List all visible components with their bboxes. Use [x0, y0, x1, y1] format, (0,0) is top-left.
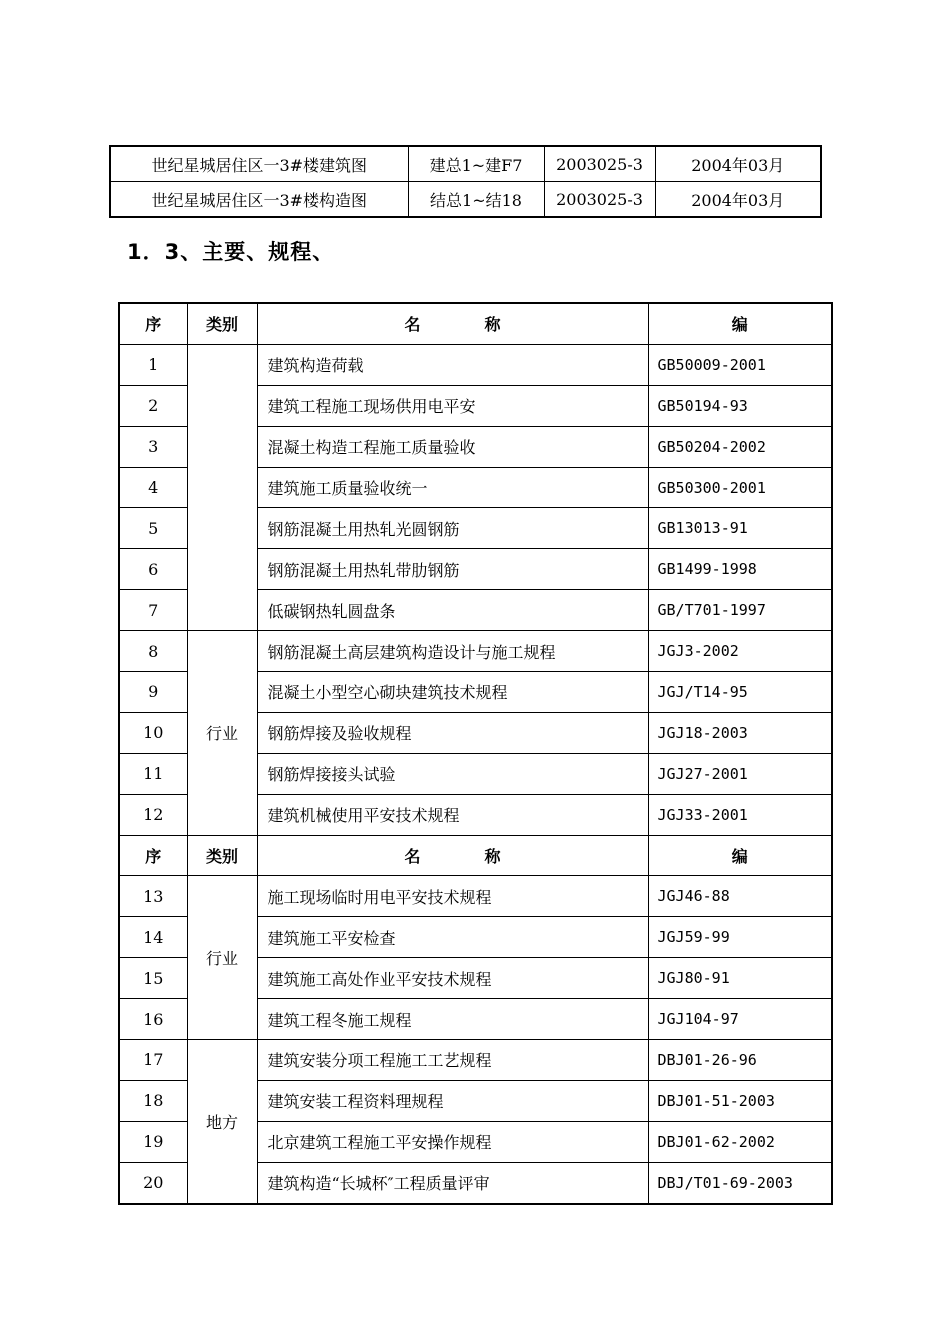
row-name: 混凝土构造工程施工质量验收 — [257, 426, 648, 467]
row-name: 北京建筑工程施工平安操作规程 — [257, 1121, 648, 1162]
row-category: 地方 — [187, 1040, 257, 1204]
header-category: 类别 — [187, 303, 257, 344]
row-seq: 20 — [119, 1162, 187, 1203]
row-category: 行业 — [187, 631, 257, 835]
drawing-date: 2004年03月 — [655, 146, 821, 182]
row-code: JGJ/T14-95 — [648, 672, 832, 713]
row-seq: 7 — [119, 590, 187, 631]
row-name: 建筑安装分项工程施工工艺规程 — [257, 1040, 648, 1081]
row-seq: 18 — [119, 1080, 187, 1121]
row-code: DBJ01-62-2002 — [648, 1121, 832, 1162]
header-category: 类别 — [187, 835, 257, 876]
row-name: 建筑施工平安检查 — [257, 917, 648, 958]
header-code: 编 — [648, 303, 832, 344]
row-code: JGJ59-99 — [648, 917, 832, 958]
row-name: 建筑构造荷载 — [257, 344, 648, 385]
row-name: 建筑施工高处作业平安技术规程 — [257, 958, 648, 999]
drawing-range: 建总1~建F7 — [408, 146, 544, 182]
table-row — [119, 631, 832, 672]
row-code: GB50300-2001 — [648, 467, 832, 508]
row-name: 建筑安装工程资料理规程 — [257, 1080, 648, 1121]
row-name: 钢筋混凝土高层建筑构造设计与施工规程 — [257, 631, 648, 672]
table-row — [110, 146, 821, 182]
standards-table — [118, 302, 833, 1205]
table-header-row — [119, 835, 832, 876]
row-seq: 10 — [119, 712, 187, 753]
header-name-first: 名 — [404, 847, 421, 867]
header-seq: 序 — [119, 303, 187, 344]
row-seq: 12 — [119, 794, 187, 835]
table-row — [110, 182, 821, 218]
header-name — [257, 303, 648, 344]
row-code: JGJ46-88 — [648, 876, 832, 917]
row-name: 钢筋焊接接头试验 — [257, 753, 648, 794]
row-category — [187, 344, 257, 630]
drawing-date: 2004年03月 — [655, 182, 821, 218]
drawing-number: 2003025-3 — [544, 182, 655, 218]
row-name: 钢筋混凝土用热轧光圆钢筋 — [257, 508, 648, 549]
row-code: GB13013-91 — [648, 508, 832, 549]
row-code: JGJ3-2002 — [648, 631, 832, 672]
row-seq: 17 — [119, 1040, 187, 1081]
row-code: GB50194-93 — [648, 385, 832, 426]
drawing-name: 世纪星城居住区一3#楼构造图 — [110, 182, 408, 218]
row-code: GB50009-2001 — [648, 344, 832, 385]
row-name: 钢筋焊接及验收规程 — [257, 712, 648, 753]
header-name-second: 称 — [484, 315, 501, 335]
table-row — [119, 344, 832, 385]
row-code: GB/T701-1997 — [648, 590, 832, 631]
row-name: 建筑机械使用平安技术规程 — [257, 794, 648, 835]
row-name: 建筑施工质量验收统一 — [257, 467, 648, 508]
drawing-name: 世纪星城居住区一3#楼建筑图 — [110, 146, 408, 182]
row-seq: 11 — [119, 753, 187, 794]
row-code: GB1499-1998 — [648, 549, 832, 590]
row-name: 混凝土小型空心砌块建筑技术规程 — [257, 672, 648, 713]
row-code: DBJ01-26-96 — [648, 1040, 832, 1081]
row-code: GB50204-2002 — [648, 426, 832, 467]
row-seq: 4 — [119, 467, 187, 508]
row-seq: 19 — [119, 1121, 187, 1162]
row-seq: 14 — [119, 917, 187, 958]
row-seq: 13 — [119, 876, 187, 917]
row-name: 钢筋混凝土用热轧带肋钢筋 — [257, 549, 648, 590]
row-name: 施工现场临时用电平安技术规程 — [257, 876, 648, 917]
header-name-first: 名 — [404, 315, 421, 335]
row-code: JGJ104-97 — [648, 999, 832, 1040]
row-seq: 6 — [119, 549, 187, 590]
drawing-range: 结总1~结18 — [408, 182, 544, 218]
drawing-number: 2003025-3 — [544, 146, 655, 182]
row-seq: 9 — [119, 672, 187, 713]
table-header-row — [119, 303, 832, 344]
row-seq: 8 — [119, 631, 187, 672]
row-category: 行业 — [187, 876, 257, 1040]
header-code: 编 — [648, 835, 832, 876]
row-code: DBJ/T01-69-2003 — [648, 1162, 832, 1203]
row-seq: 5 — [119, 508, 187, 549]
section-heading: 1．3、主要、规程、 — [127, 240, 335, 264]
row-seq: 2 — [119, 385, 187, 426]
row-code: DBJ01-51-2003 — [648, 1080, 832, 1121]
table-row — [119, 876, 832, 917]
header-name-second: 称 — [484, 847, 501, 867]
header-seq: 序 — [119, 835, 187, 876]
row-code: JGJ27-2001 — [648, 753, 832, 794]
row-name: 低碳钢热轧圆盘条 — [257, 590, 648, 631]
row-seq: 3 — [119, 426, 187, 467]
row-code: JGJ33-2001 — [648, 794, 832, 835]
row-name: 建筑工程冬施工规程 — [257, 999, 648, 1040]
row-seq: 16 — [119, 999, 187, 1040]
row-name: 建筑构造“长城杯″工程质量评审 — [257, 1162, 648, 1203]
row-code: JGJ18-2003 — [648, 712, 832, 753]
row-name: 建筑工程施工现场供用电平安 — [257, 385, 648, 426]
table-row — [119, 1040, 832, 1081]
row-seq: 15 — [119, 958, 187, 999]
header-name — [257, 835, 648, 876]
row-code: JGJ80-91 — [648, 958, 832, 999]
row-seq: 1 — [119, 344, 187, 385]
drawing-list-table — [109, 145, 822, 218]
